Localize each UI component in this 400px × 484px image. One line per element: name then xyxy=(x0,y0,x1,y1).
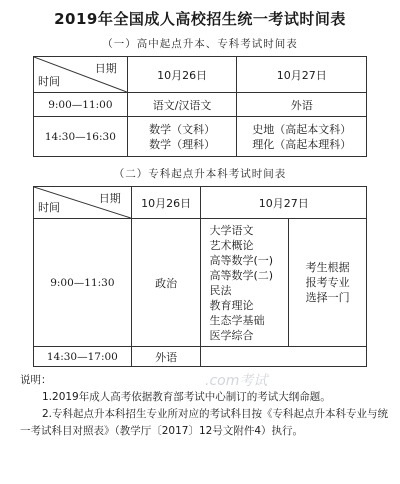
subject-list-cell xyxy=(201,219,289,347)
subject-line: 数学（文科） xyxy=(149,122,216,136)
corner-time-label: 时间 xyxy=(38,75,60,88)
date-header-2: 10月27日 xyxy=(201,187,367,219)
page-title: 2019年全国成人高校招生统一考试时间表 xyxy=(54,10,346,28)
watermark-logo: .com考试 xyxy=(205,373,268,389)
subject-line: 生态学基础 xyxy=(209,313,265,327)
subject-line: 民法 xyxy=(209,283,232,297)
corner-date-label: 日期 xyxy=(98,192,121,205)
corner-time-label: 时间 xyxy=(38,201,60,214)
subject-line: 教育理论 xyxy=(209,298,254,312)
schedule-table-2 xyxy=(33,186,367,367)
corner-date-label: 日期 xyxy=(94,62,117,75)
subject-line: 大学语文 xyxy=(209,223,254,237)
section1-heading: （一）高中起点升本、专科考试时间表 xyxy=(102,38,298,50)
subject-cell xyxy=(237,117,367,157)
subject-cell: 外语 xyxy=(131,347,201,367)
note-cell xyxy=(289,219,367,347)
subject-line: 理化（高起本理科） xyxy=(252,137,352,151)
note-item: 2.专科起点升本科招生专业所对应的考试科目按《专科起点升本科专业与统一考试科目对照表》（教学厅〔2017〕12号文附件4）执行。 xyxy=(20,408,389,437)
time-cell: 9:00—11:30 xyxy=(34,219,132,347)
subject-line: 艺术概论 xyxy=(209,238,254,252)
note-line: 选择一门 xyxy=(305,291,350,304)
date-header-1: 10月26日 xyxy=(131,187,201,219)
subject-line: 高等数学(一) xyxy=(209,253,274,267)
note-item: 1.2019年成人高考依据教育部考试中心制订的考试大纲命题。 xyxy=(42,391,331,403)
corner-header xyxy=(34,187,132,219)
time-cell: 14:30—16:30 xyxy=(34,117,128,157)
time-cell: 9:00—11:00 xyxy=(34,93,128,117)
subject-cell xyxy=(127,117,237,157)
note-line: 报考专业 xyxy=(305,276,350,289)
section2-heading: （二）专科起点升本科考试时间表 xyxy=(113,168,287,180)
empty-cell xyxy=(201,347,367,367)
corner-header xyxy=(34,57,128,93)
subject-cell: 外语 xyxy=(237,93,367,117)
schedule-table-1 xyxy=(33,56,367,157)
subject-cell: 语文/汉语文 xyxy=(127,93,237,117)
time-cell: 14:30—17:00 xyxy=(34,347,132,367)
subject-line: 史地（高起本文科） xyxy=(252,122,352,136)
date-header-1: 10月26日 xyxy=(127,57,237,93)
subject-line: 医学综合 xyxy=(209,328,254,342)
subject-cell: 政治 xyxy=(131,219,201,347)
note-line: 考生根据 xyxy=(305,261,350,274)
subject-line: 高等数学(二) xyxy=(209,268,274,282)
date-header-2: 10月27日 xyxy=(237,57,367,93)
subject-line: 数学（理科） xyxy=(149,137,216,151)
notes-label: 说明： xyxy=(20,374,52,386)
